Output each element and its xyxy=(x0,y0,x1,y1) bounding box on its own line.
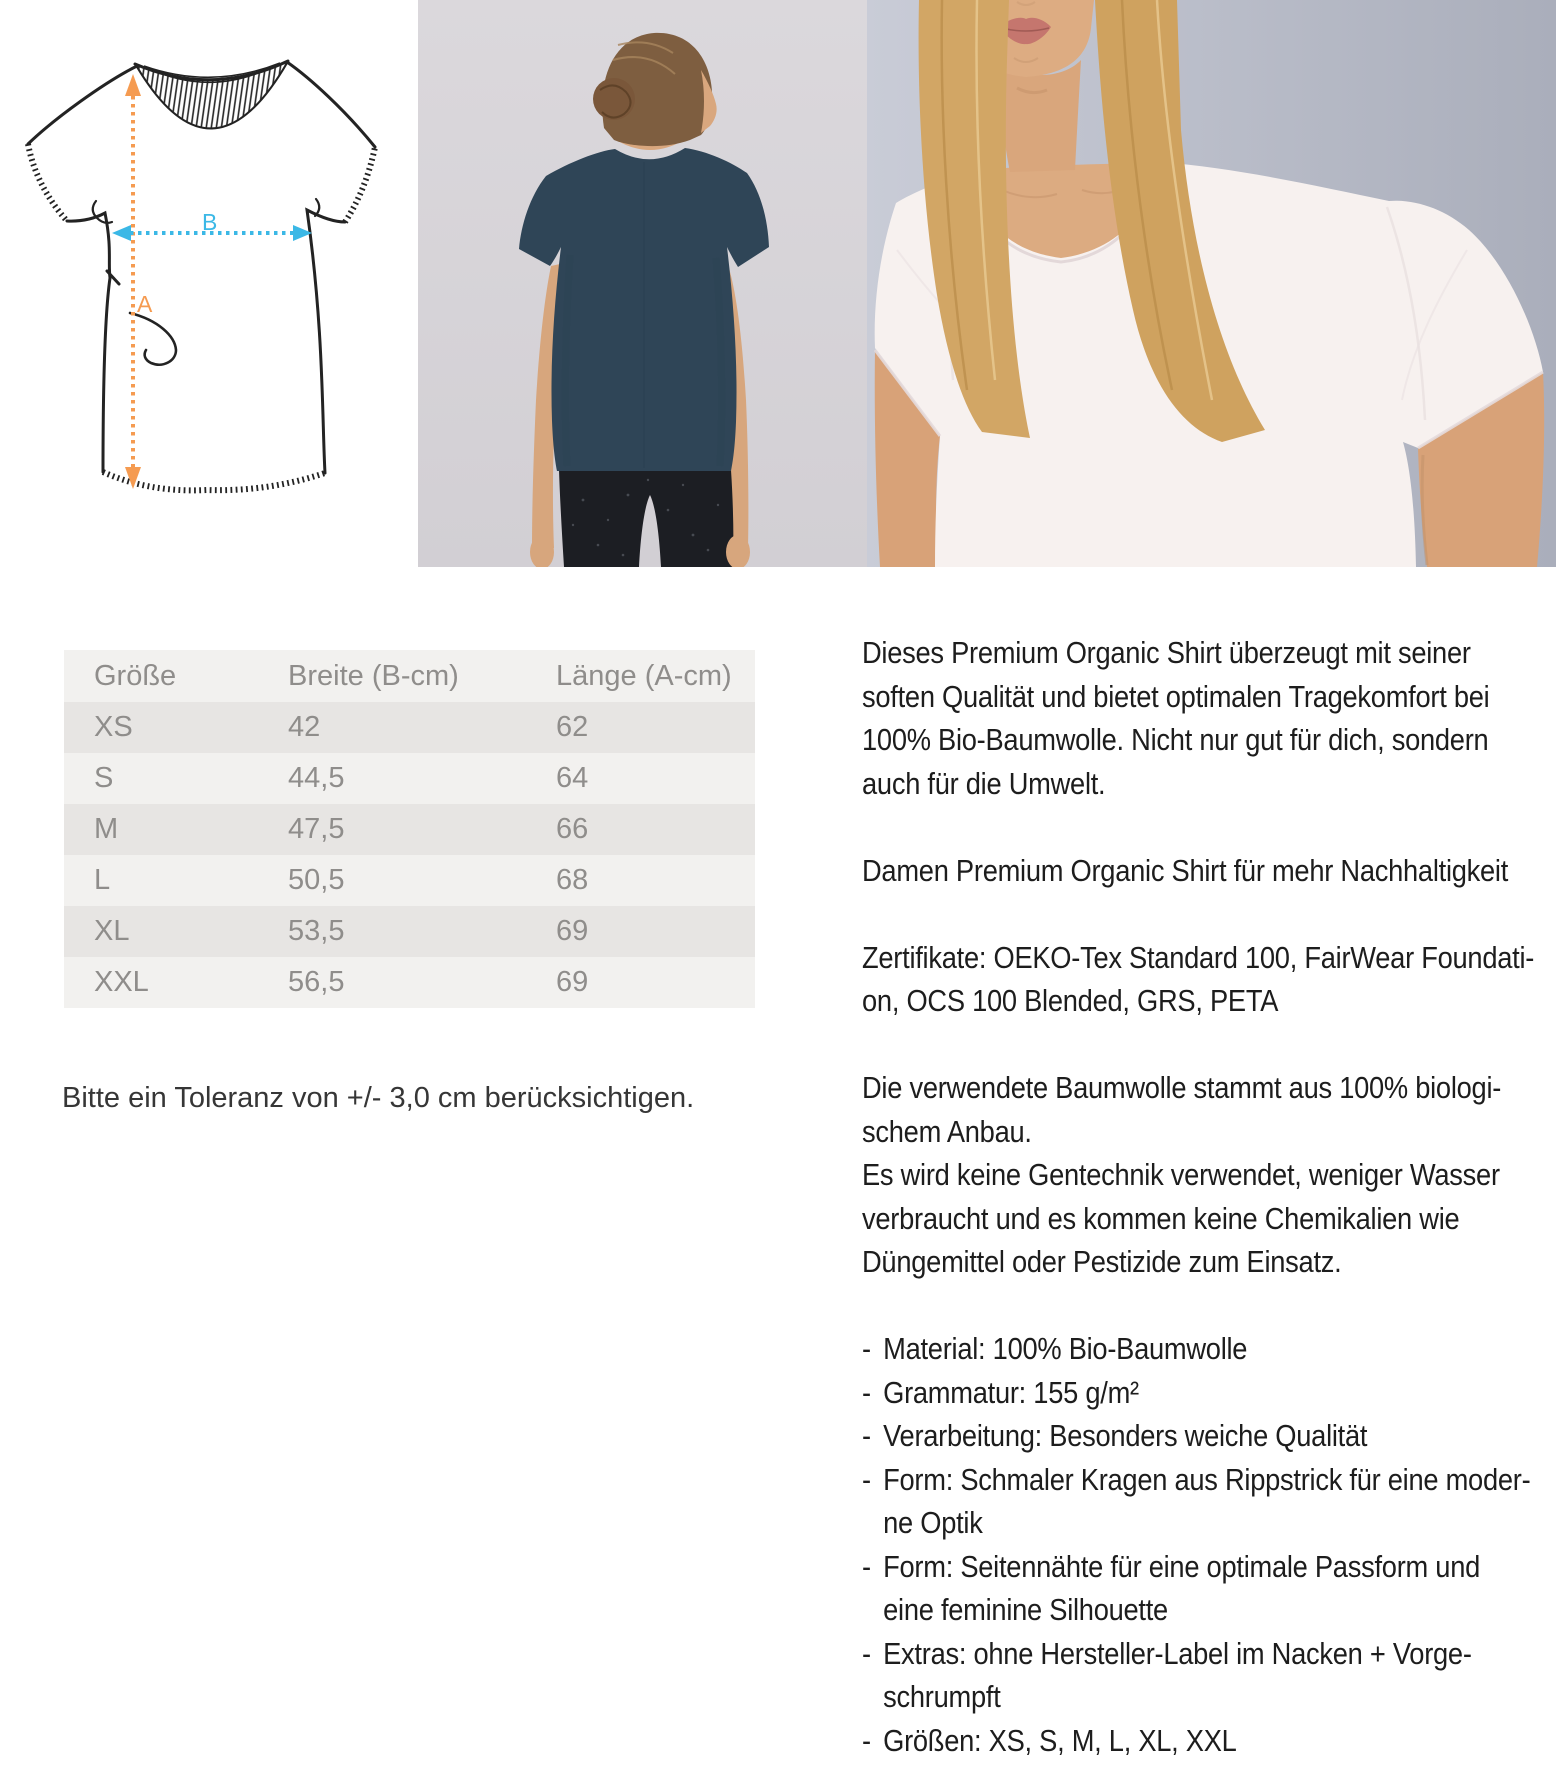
length-cell: 66 xyxy=(556,813,589,845)
product-description xyxy=(862,631,1556,1762)
bullet-marker: - xyxy=(862,1374,871,1410)
length-label: A xyxy=(137,291,153,317)
description-paragraph: Zertifikate: OEKO-Tex Standard 100, FairWear Foundati- on, OCS 100 Blended, GRS, PETA xyxy=(862,939,1535,1018)
size-diagram-image xyxy=(0,0,418,567)
bullet-marker: - xyxy=(862,1418,871,1453)
size-table-row xyxy=(64,855,755,906)
column-header-size: Größe xyxy=(94,659,177,692)
model-front-photo xyxy=(867,0,1556,567)
size-table-body xyxy=(64,702,755,1008)
width-cell: 50,5 xyxy=(288,864,345,896)
length-cell: 69 xyxy=(556,915,589,947)
model-back-illustration xyxy=(418,0,867,567)
width-cell: 56,5 xyxy=(288,966,345,998)
bullet-marker: - xyxy=(862,1548,871,1584)
spec-list-item xyxy=(862,1632,1556,1719)
column-header-width: Breite (B-cm) xyxy=(288,659,459,692)
width-cell: 47,5 xyxy=(288,813,345,845)
size-table-header xyxy=(64,650,755,702)
bullet-text: Verarbeitung: Besonders weiche Qualität xyxy=(883,1418,1368,1453)
description-paragraph: Die verwendete Baumwolle stammt aus 100% biologi- schem Anbau. Es wird keine Gentechnik verwendet, weniger Wasser verbraucht und es kommen keine Chemikalien wie Düngemittel oder Pestizide zum Einsatz. xyxy=(862,1070,1502,1279)
size-table-row xyxy=(64,702,755,753)
description-paragraphs xyxy=(862,631,1556,1284)
width-label: B xyxy=(202,209,218,235)
model-back-photo xyxy=(418,0,867,567)
spec-list xyxy=(862,1327,1556,1762)
size-table-row xyxy=(64,753,755,804)
bullet-text: Material: 100% Bio-Baumwolle xyxy=(883,1331,1248,1366)
bullet-marker: - xyxy=(862,1461,871,1497)
size-table xyxy=(64,650,755,1008)
size-table-row xyxy=(64,906,755,957)
bullet-text: Grammatur: 155 g/m² xyxy=(883,1374,1139,1410)
spec-list-item xyxy=(862,1371,1556,1415)
size-cell: XL xyxy=(94,915,130,947)
spec-list-item xyxy=(862,1719,1556,1763)
bullet-marker: - xyxy=(862,1722,871,1758)
tolerance-note: Bitte ein Toleranz von +/- 3,0 cm berücksichtigen. xyxy=(62,1082,695,1114)
size-table-row xyxy=(64,804,755,855)
size-cell: XS xyxy=(94,711,133,743)
column-header-length: Länge (A-cm) xyxy=(556,659,732,692)
width-cell: 42 xyxy=(288,711,321,743)
tshirt-measurement-diagram xyxy=(0,0,418,567)
model-front-illustration xyxy=(867,0,1556,567)
size-cell: L xyxy=(94,864,111,896)
length-cell: 68 xyxy=(556,864,589,896)
bullet-text: Größen: XS, S, M, L, XL, XXL xyxy=(883,1722,1237,1758)
width-cell: 44,5 xyxy=(288,762,345,794)
spec-list-item xyxy=(862,1458,1556,1545)
size-cell: M xyxy=(94,813,119,845)
bullet-text: Extras: ohne Hersteller-Label im Nacken + Vorge- schrumpft xyxy=(883,1635,1472,1714)
length-cell: 69 xyxy=(556,966,589,998)
spec-list-item xyxy=(862,1414,1556,1458)
bullet-marker: - xyxy=(862,1635,871,1671)
width-cell: 53,5 xyxy=(288,915,345,947)
bullet-text: Form: Schmaler Kragen aus Rippstrick für eine moder- ne Optik xyxy=(883,1461,1531,1540)
spec-list-item xyxy=(862,1545,1556,1632)
bullet-text: Form: Seitennähte für eine optimale Passform und eine feminine Silhouette xyxy=(883,1548,1481,1627)
size-cell: XXL xyxy=(94,966,149,998)
product-images xyxy=(0,0,1556,567)
bullet-marker: - xyxy=(862,1331,871,1366)
description-paragraph: Dieses Premium Organic Shirt überzeugt mit seiner soften Qualität und bietet optimalen Tragekomfort bei 100% Bio-Baumwolle. Nicht nur gut für dich, sondern auch für die Umwelt. xyxy=(862,635,1490,801)
description-paragraph: Damen Premium Organic Shirt für mehr Nachhaltigkeit xyxy=(862,852,1509,888)
size-cell: S xyxy=(94,762,114,794)
length-cell: 62 xyxy=(556,711,589,743)
tshirt-outline xyxy=(28,61,375,490)
length-cell: 64 xyxy=(556,762,589,794)
spec-list-item xyxy=(862,1327,1556,1371)
size-table-row xyxy=(64,957,755,1008)
